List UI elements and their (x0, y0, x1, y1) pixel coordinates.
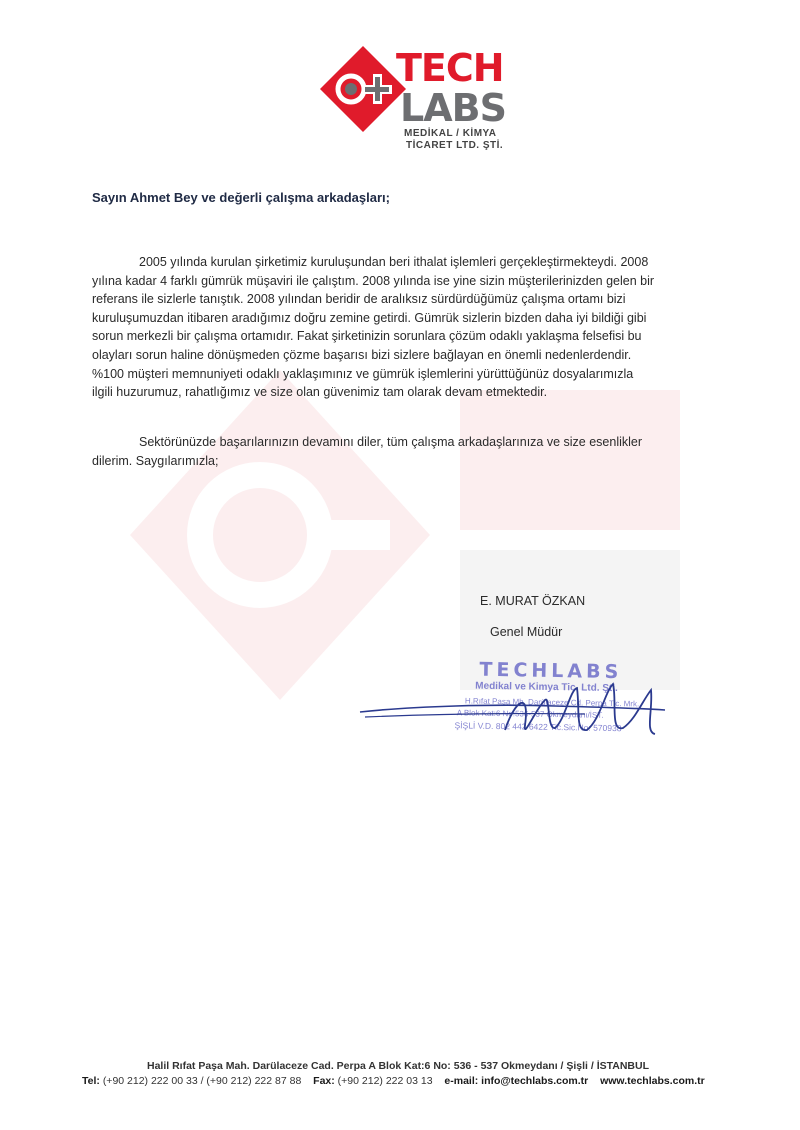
salutation: Sayın Ahmet Bey ve değerli çalışma arkadaşları; (92, 190, 390, 205)
tel-label: Tel: (82, 1075, 100, 1087)
signer-title: Genel Müdür (490, 625, 563, 639)
paragraph-line: kuruluşumuzdan itibaren aradığımız doğru zemine getirdi. Gümrük sizlerin bizden daha iyi bildiği gibi (92, 310, 647, 325)
tel-value: (+90 212) 222 00 33 / (+90 212) 222 87 88 (102, 1075, 302, 1087)
paragraph-line: ilgili huzurumuz, rahatlığımız ve size olan güvenimiz tam olarak devam etmektedir. (92, 385, 548, 400)
logo-watermark (130, 370, 690, 700)
logo-brand-top: TECH (396, 46, 504, 90)
paragraph-line: %100 müşteri memnuniyeti odaklı yaklaşımınız ve gümrük işlemlerini yürüttüğünüz dosyalarımızla (92, 366, 634, 381)
stamp-line: Medikal ve Kimya Tic. Ltd. Şti. (475, 680, 618, 695)
paragraph-1 (92, 253, 712, 402)
paragraph-line: dilerim. Saygılarımızla; (92, 453, 219, 468)
logo-subtitle-2: TİCARET LTD. ŞTİ. (406, 140, 504, 151)
paragraph-line: olayları sorun haline dönüşmeden çözme başarısı bizi sizlere bağlayan en önemli nedenlerdendir. (92, 347, 632, 362)
stamp-line: H.Rıfat Paşa Mh. Darülaceze Cd. Perpa Tic. Mrk. (464, 696, 640, 709)
stamp-line: A Blok Kat:6 No:536-537 Okmeydanı/İST. (456, 708, 604, 720)
stamp-line: ŞİŞLİ V.D. 802 442 6422 Tic.Sic.No: 570938 (454, 720, 622, 734)
email-label: e-mail: (444, 1075, 479, 1087)
paragraph-line: 2005 yılında kurulan şirketimiz kuruluşundan beri ithalat işlemleri gerçekleştirmekteydi. 2008 (139, 255, 649, 269)
website-link[interactable]: www.techlabs.com.tr (600, 1075, 705, 1087)
fax-label: Fax: (313, 1075, 335, 1087)
stamp-company-name: TECHLABS (479, 658, 623, 684)
paragraph-line: Sektörünüzde başarılarınızın devamını diler, tüm çalışma arkadaşlarınıza ve size esenlikler (139, 435, 643, 449)
logo-subtitle-1: MEDİKAL / KİMYA (404, 128, 497, 139)
company-logo (318, 44, 506, 154)
email-value[interactable]: info@techlabs.com.tr (481, 1075, 589, 1087)
footer-address: Halil Rıfat Paşa Mah. Darülaceze Cad. Perpa A Blok Kat:6 No: 536 - 537 Okmeydanı / Şişli / İSTANBUL (147, 1060, 650, 1072)
logo-brand-bottom: LABS (400, 86, 506, 130)
handwritten-signature (355, 670, 670, 750)
paragraph-line: sorun merkezli bir çalışma ortamıdır. Fakat şirketinizin sorunlara çözüm odaklı yaklaşma felsefisi bu (92, 329, 642, 344)
logo-diamond-icon (318, 44, 408, 134)
paragraph-line: referans ile sizlerle tanıştık. 2008 yılından beridir de aralıksız sürdürdüğümüz çalışma ortamı bizi (92, 292, 626, 307)
footer-contact (82, 1075, 705, 1087)
signer-name: E. MURAT ÖZKAN (480, 594, 586, 608)
paragraph-2 (92, 433, 712, 470)
fax-value: (+90 212) 222 03 13 (337, 1075, 433, 1087)
paragraph-line: yılına kadar 4 farklı gümrük müşaviri ile çalıştım. 2008 yılında ise yine sizin müşterilerinizden gelen bir (92, 273, 655, 288)
